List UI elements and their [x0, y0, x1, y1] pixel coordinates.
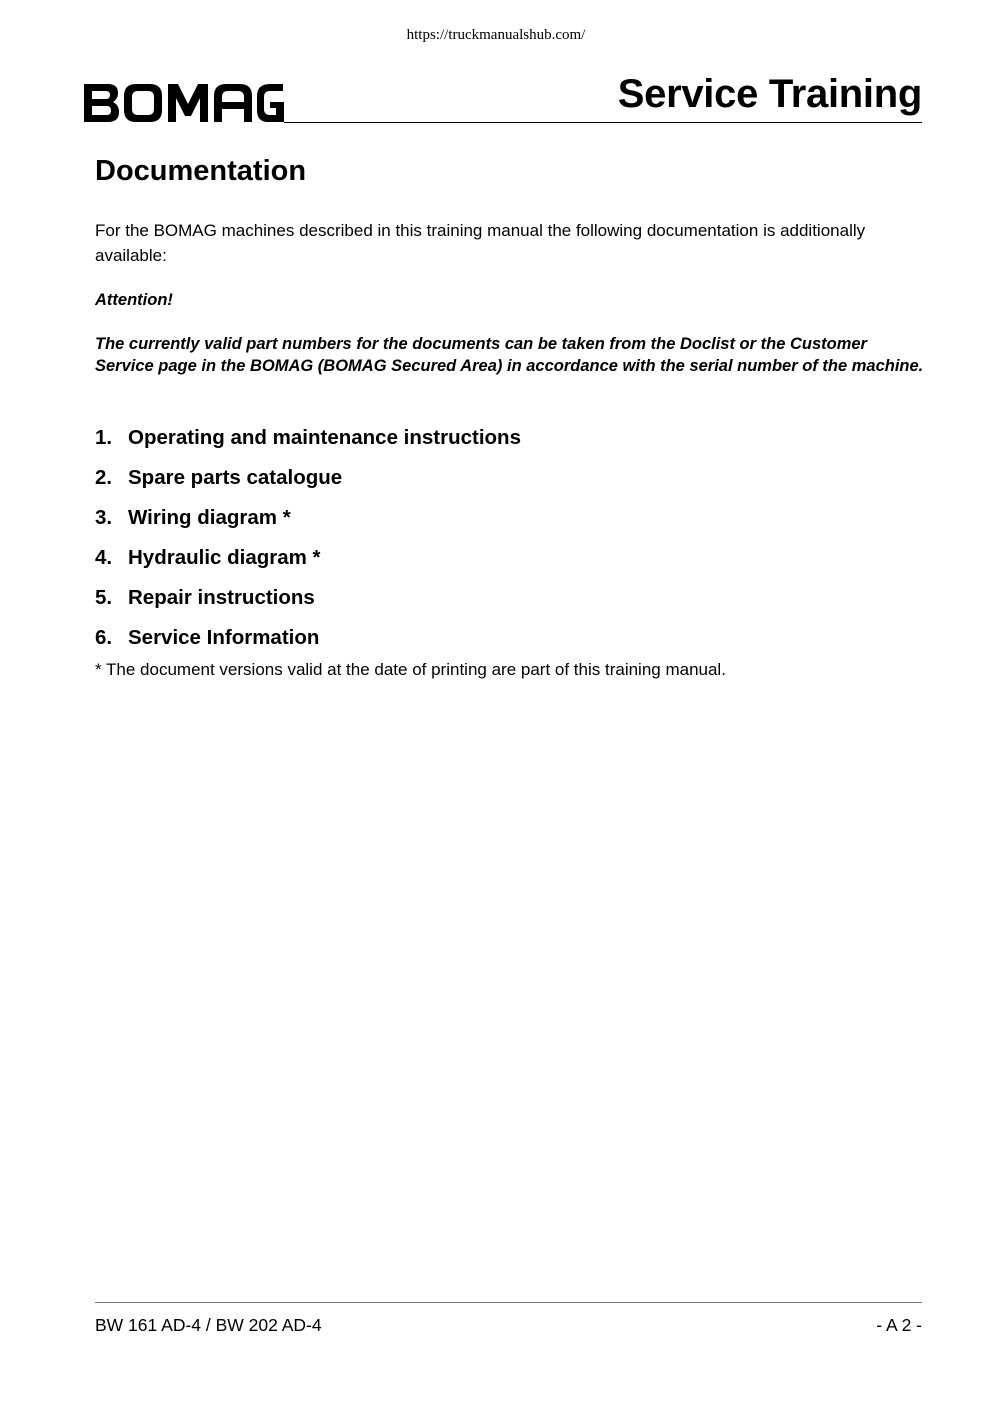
list-item	[95, 545, 521, 585]
list-item-number: 6.	[95, 626, 113, 649]
page-number: - A 2 -	[876, 1315, 922, 1335]
bomag-logo	[84, 82, 284, 124]
list-item-label: Hydraulic diagram *	[128, 546, 321, 569]
list-item-number: 1.	[95, 426, 113, 449]
list-item-label: Repair instructions	[128, 586, 315, 609]
list-item-label: Spare parts catalogue	[128, 466, 343, 489]
intro-paragraph: For the BOMAG machines described in this training manual the following documentation is additionally available:	[95, 221, 866, 265]
list-item	[95, 425, 521, 465]
footnote: * The document versions valid at the date of printing are part of this training manual.	[95, 660, 726, 679]
list-item	[95, 585, 521, 625]
attention-label: Attention!	[95, 291, 173, 309]
attention-text: The currently valid part numbers for the documents can be taken from the Doclist or the Customer Service page in the BOMAG (BOMAG Secured Area) in accordance with the serial number of the machine.	[95, 335, 924, 375]
footer-model: BW 161 AD-4 / BW 202 AD-4	[95, 1315, 322, 1335]
list-item	[95, 505, 521, 545]
list-item-number: 3.	[95, 506, 113, 529]
list-item-label: Operating and maintenance instructions	[128, 426, 521, 449]
section-title: Documentation	[95, 155, 307, 187]
list-item	[95, 465, 521, 505]
list-item-number: 2.	[95, 466, 113, 489]
list-item-number: 4.	[95, 546, 113, 569]
list-item-label: Service Information	[128, 626, 320, 649]
documentation-list	[95, 425, 521, 665]
header-title: Service Training	[617, 72, 922, 116]
list-item	[95, 625, 521, 665]
header-divider	[284, 122, 922, 123]
watermark-url: https://truckmanualshub.com/	[406, 27, 586, 43]
list-item-label: Wiring diagram *	[128, 506, 291, 529]
footer-divider	[95, 1302, 922, 1303]
list-item-number: 5.	[95, 586, 113, 609]
